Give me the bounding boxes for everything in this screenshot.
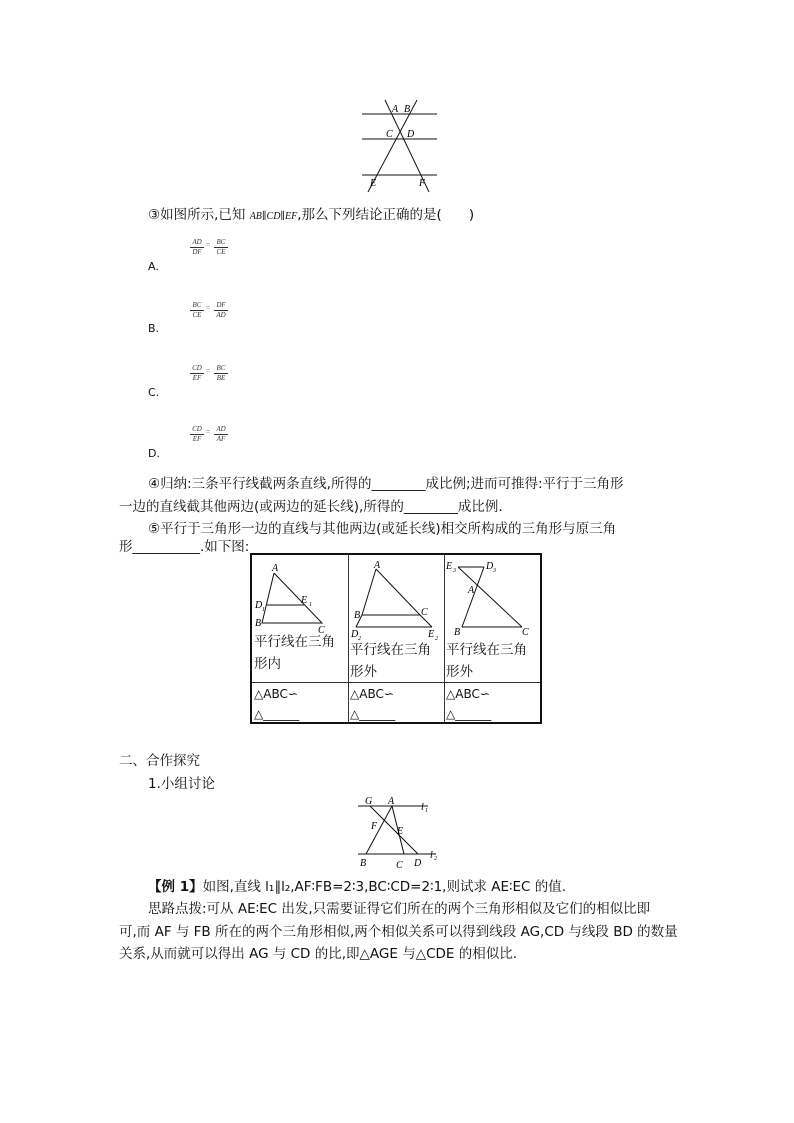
svg-text:D: D: [407, 129, 415, 140]
hint-line-2: 可,而 AF 与 FB 所在的两个三角形相似,两个相似关系可以得到线段 AG,CD 与线段 BD 的数量: [119, 924, 678, 940]
label-b: B: [354, 610, 361, 621]
svg-text:C: C: [386, 129, 393, 140]
label-subscript: 2: [358, 636, 361, 642]
example-tag: 【例 1】: [148, 879, 203, 895]
label-e: E: [446, 561, 453, 572]
hint-line-3: 关系,从而就可以得出 AG 与 CD 的比,即△AGE 与△CDE 的相似比.: [119, 946, 518, 962]
label-subscript: 2: [434, 856, 437, 862]
label-subscript: 2: [435, 636, 438, 642]
section-title: 二、合作探究: [119, 753, 200, 769]
triangle-figure-outside-below: [350, 559, 442, 642]
triangle-blank: △______: [350, 707, 396, 721]
option-a-letter: A.: [148, 260, 159, 273]
label-b: B: [454, 627, 461, 638]
similar-relation: △ABC∽: [254, 687, 298, 701]
hint-line-1: 思路点拨:可从 AE∶EC 出发,只需要证得它们所在的两个三角形相似及它们的相似比即: [148, 901, 651, 917]
similar-relation: △ABC∽: [446, 687, 490, 701]
svg-text:E: E: [370, 178, 377, 189]
question-3: ③如图所示,已知 AB∥CD∥EF,那么下列结论正确的是( ): [148, 207, 475, 223]
svg-text:A: A: [392, 104, 399, 115]
triangle-figure-outside-above: [446, 559, 540, 639]
label-c: C: [421, 607, 428, 618]
caption-outside-1: 平行线在三角形外: [350, 642, 431, 680]
option-b-letter: B.: [148, 322, 160, 335]
label-l1: l: [421, 802, 424, 813]
option-c-fraction: CD EF = $\frac{BC}{BE}$: [190, 364, 204, 383]
svg-text:F: F: [419, 178, 426, 189]
label-subscript: 1: [262, 607, 265, 613]
similar-relation: △ABC∽: [350, 687, 394, 701]
example-figure: [350, 792, 450, 870]
option-b-fraction: BC CE = $\frac{DF}{AD}$: [190, 301, 204, 320]
blank-field: __________: [132, 539, 200, 555]
label-g: G: [365, 796, 373, 807]
question-5-line-2: 形__________.如下图:: [119, 539, 250, 555]
example-1: 【例 1】如图,直线 l₁∥l₂,AF∶FB=2∶3,BC∶CD=2∶1,则试求 AE∶EC 的值.: [148, 879, 567, 895]
option-d-fraction: CD EF = $\frac{AD}{AF}$: [190, 425, 204, 444]
label-a: A: [388, 796, 395, 807]
option-a-fraction: AD DF = $\frac{BC}{CE}$: [190, 238, 204, 257]
svg-text:B: B: [404, 104, 411, 115]
question-5-line-1: ⑤平行于三角形一边的直线与其他两边(或延长线)相交所构成的三角形与原三角: [148, 521, 617, 537]
label-f: F: [371, 821, 378, 832]
label-d: D: [486, 561, 494, 572]
question-4-line-2: 一边的直线截其他两边(或两边的延长线),所得的________成比例.: [119, 499, 503, 515]
triangle-blank: △______: [254, 707, 300, 721]
label-e: E: [301, 595, 308, 606]
label-c: C: [318, 625, 325, 636]
label-a: A: [374, 560, 381, 571]
option-c-letter: C.: [148, 386, 160, 399]
label-d: D: [255, 600, 263, 611]
label-b: B: [360, 858, 367, 869]
label-subscript: 3: [493, 568, 496, 574]
caption-outside-2: 平行线在三角形外: [446, 642, 527, 680]
label-subscript: 1: [309, 602, 312, 608]
label-d: D: [414, 858, 422, 869]
label-subscript: 1: [425, 808, 428, 814]
parallel-lines-figure: [355, 98, 445, 193]
blank-field: ________: [371, 476, 426, 492]
label-l2: l: [430, 850, 433, 861]
similar-triangles-table: [250, 553, 542, 724]
label-c: C: [522, 627, 529, 638]
label-a: A: [272, 563, 279, 574]
question-4-line-1: ④归纳:三条平行线截两条直线,所得的________成比例;进而可推得:平行于三角形: [148, 476, 624, 492]
label-a: A: [468, 585, 475, 596]
option-d-letter: D.: [148, 447, 160, 460]
triangle-blank: △______: [446, 707, 492, 721]
label-d: D: [351, 629, 359, 640]
label-e: E: [428, 629, 435, 640]
label-c: C: [396, 860, 403, 871]
subsection-title: 1.小组讨论: [148, 776, 215, 792]
label-subscript: 3: [453, 568, 456, 574]
caption-inside: 平行线在三角形内: [254, 634, 335, 672]
label-e: E: [397, 826, 404, 837]
blank-field: ________: [403, 499, 458, 515]
label-b: B: [255, 618, 262, 629]
triangle-figure-inside: [254, 559, 346, 636]
